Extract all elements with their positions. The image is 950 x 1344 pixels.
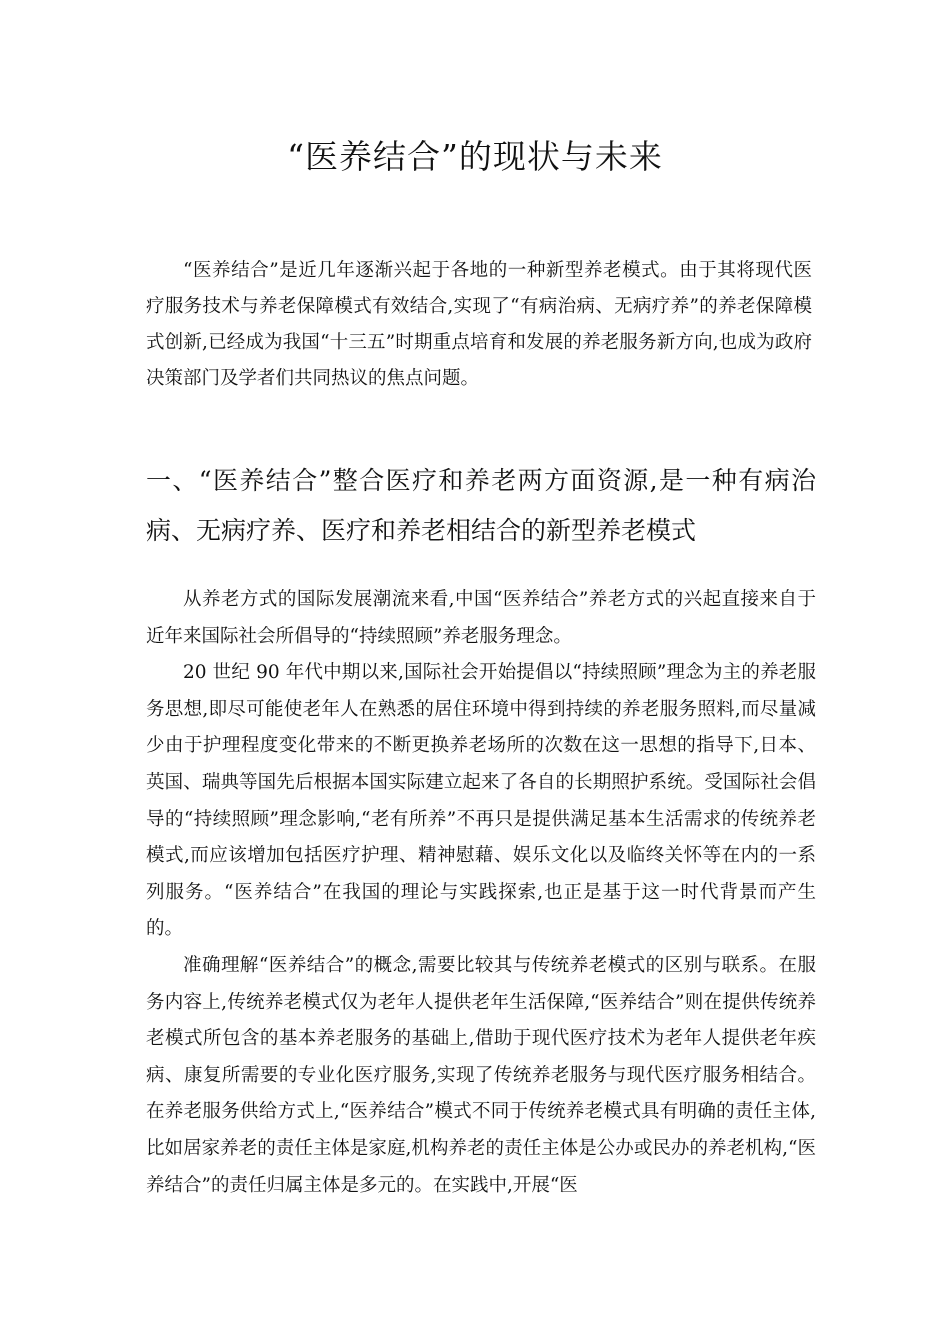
- body-paragraph-3: 准确理解“医养结合”的概念,需要比较其与传统养老模式的区别与联系。在服务内容上,传统养老模式仅为老年人提供老年生活保障,“医养结合”则在提供传统养老模式所包含的基本养老服务的基础上,借助于现代医疗技术为老年人提供老年疾病、康复所需要的专业化医疗服务,实现了传统养老服务与现代医疗服务相结合。在养老服务供给方式上,“医养结合”模式不同于传统养老模式具有明确的责任主体,比如居家养老的责任主体是家庭,机构养老的责任主体是公办或民办的养老机构,“医养结合”的责任归属主体是多元的。在实践中,开展“医: [146, 954, 816, 1196]
- body-paragraph-1: 从养老方式的国际发展潮流来看,中国“医养结合”养老方式的兴起直接来自于近年来国际社会所倡导的“持续照顾”养老服务理念。: [146, 589, 816, 647]
- section-heading: 一、“医养结合”整合医疗和养老两方面资源,是一种有病治病、无病疗养、医疗和养老相结合的新型养老模式: [146, 466, 816, 545]
- intro-paragraph: “医养结合”是近几年逐渐兴起于各地的一种新型养老模式。由于其将现代医疗服务技术与养老保障模式有效结合,实现了“有病治病、无病疗养”的养老保障模式创新,已经成为我国“十三五”时期重点培育和发展的养老服务新方向,也成为政府决策部门及学者们共同热议的焦点问题。: [146, 260, 812, 389]
- document-title: “医养结合”的现状与未来: [287, 137, 663, 176]
- body-paragraph-2: 20 世纪 90 年代中期以来,国际社会开始提倡以“持续照顾”理念为主的养老服务思想,即尽可能使老年人在熟悉的居住环境中得到持续的养老服务照料,而尽量减少由于护理程度变化带来的不断更换养老场所的次数在这一思想的指导下,日本、英国、瑞典等国先后根据本国实际建立起来了各自的长期照护系统。受国际社会倡导的“持续照顾”理念影响,“老有所养”不再只是提供满足基本生活需求的传统养老模式,而应该增加包括医疗护理、精神慰藉、娱乐文化以及临终关怀等在内的一系列服务。“医养结合”在我国的理论与实践探索,也正是基于这一时代背景而产生的。: [146, 662, 816, 940]
- body-text: [146, 582, 816, 1204]
